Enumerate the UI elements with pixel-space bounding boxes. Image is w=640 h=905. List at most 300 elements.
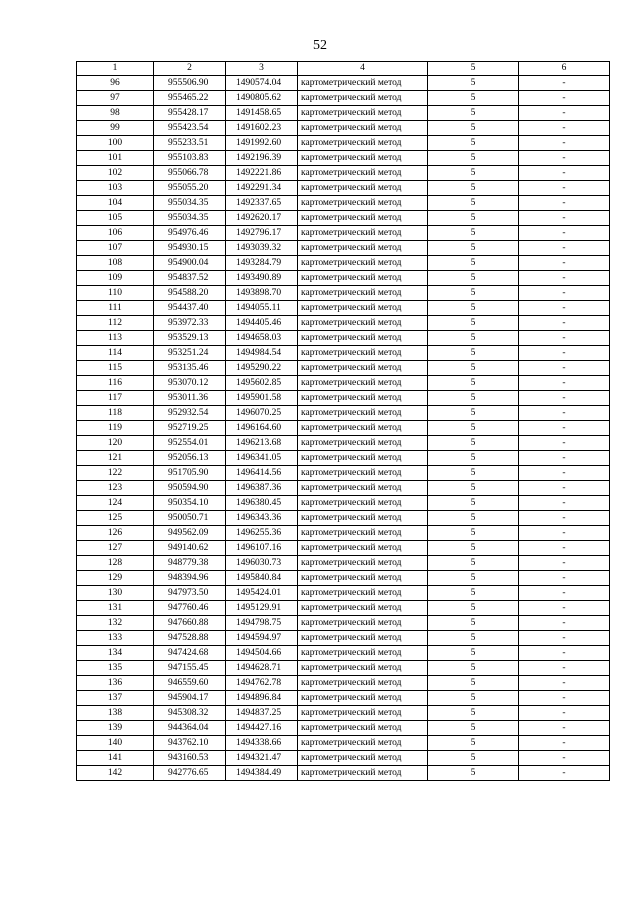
y-coordinate-cell: 1492291.34 [226, 181, 298, 196]
table-row [77, 616, 610, 631]
table-row [77, 421, 610, 436]
y-coordinate-cell: 1494594.97 [226, 631, 298, 646]
accuracy-cell: 5 [428, 766, 519, 781]
note-cell: - [519, 406, 610, 421]
note-cell: - [519, 361, 610, 376]
point-number-cell: 142 [77, 766, 154, 781]
table-row [77, 271, 610, 286]
note-cell: - [519, 376, 610, 391]
table-row [77, 481, 610, 496]
column-header: 3 [226, 62, 298, 76]
y-coordinate-cell: 1496030.73 [226, 556, 298, 571]
accuracy-cell: 5 [428, 556, 519, 571]
accuracy-cell: 5 [428, 301, 519, 316]
x-coordinate-cell: 947155.45 [154, 661, 226, 676]
x-coordinate-cell: 950354.10 [154, 496, 226, 511]
table-row [77, 391, 610, 406]
method-cell: картометрический метод [298, 391, 428, 406]
note-cell: - [519, 76, 610, 91]
point-number-cell: 109 [77, 271, 154, 286]
y-coordinate-cell: 1494984.54 [226, 346, 298, 361]
accuracy-cell: 5 [428, 376, 519, 391]
x-coordinate-cell: 947424.68 [154, 646, 226, 661]
point-number-cell: 108 [77, 256, 154, 271]
table-row [77, 376, 610, 391]
x-coordinate-cell: 953011.36 [154, 391, 226, 406]
note-cell: - [519, 631, 610, 646]
x-coordinate-cell: 955103.83 [154, 151, 226, 166]
accuracy-cell: 5 [428, 361, 519, 376]
x-coordinate-cell: 947760.46 [154, 601, 226, 616]
table-row [77, 166, 610, 181]
method-cell: картометрический метод [298, 226, 428, 241]
accuracy-cell: 5 [428, 541, 519, 556]
note-cell: - [519, 526, 610, 541]
y-coordinate-cell: 1494896.84 [226, 691, 298, 706]
accuracy-cell: 5 [428, 196, 519, 211]
x-coordinate-cell: 954437.40 [154, 301, 226, 316]
table-header-row [77, 62, 610, 76]
point-number-cell: 97 [77, 91, 154, 106]
method-cell: картометрический метод [298, 556, 428, 571]
y-coordinate-cell: 1494321.47 [226, 751, 298, 766]
y-coordinate-cell: 1494384.49 [226, 766, 298, 781]
x-coordinate-cell: 954588.20 [154, 286, 226, 301]
y-coordinate-cell: 1491602.23 [226, 121, 298, 136]
y-coordinate-cell: 1493898.70 [226, 286, 298, 301]
accuracy-cell: 5 [428, 151, 519, 166]
point-number-cell: 135 [77, 661, 154, 676]
method-cell: картометрический метод [298, 121, 428, 136]
column-header: 1 [77, 62, 154, 76]
point-number-cell: 116 [77, 376, 154, 391]
note-cell: - [519, 721, 610, 736]
point-number-cell: 124 [77, 496, 154, 511]
y-coordinate-cell: 1492620.17 [226, 211, 298, 226]
accuracy-cell: 5 [428, 271, 519, 286]
x-coordinate-cell: 943762.10 [154, 736, 226, 751]
point-number-cell: 119 [77, 421, 154, 436]
y-coordinate-cell: 1494658.03 [226, 331, 298, 346]
y-coordinate-cell: 1494504.66 [226, 646, 298, 661]
note-cell: - [519, 646, 610, 661]
accuracy-cell: 5 [428, 391, 519, 406]
table-row [77, 436, 610, 451]
accuracy-cell: 5 [428, 751, 519, 766]
method-cell: картометрический метод [298, 76, 428, 91]
accuracy-cell: 5 [428, 571, 519, 586]
note-cell: - [519, 496, 610, 511]
note-cell: - [519, 736, 610, 751]
accuracy-cell: 5 [428, 481, 519, 496]
x-coordinate-cell: 945308.32 [154, 706, 226, 721]
method-cell: картометрический метод [298, 676, 428, 691]
y-coordinate-cell: 1495602.85 [226, 376, 298, 391]
y-coordinate-cell: 1494427.16 [226, 721, 298, 736]
method-cell: картометрический метод [298, 661, 428, 676]
accuracy-cell: 5 [428, 406, 519, 421]
x-coordinate-cell: 947660.88 [154, 616, 226, 631]
note-cell: - [519, 316, 610, 331]
method-cell: картометрический метод [298, 481, 428, 496]
point-number-cell: 114 [77, 346, 154, 361]
note-cell: - [519, 436, 610, 451]
table-row [77, 451, 610, 466]
note-cell: - [519, 151, 610, 166]
table-row [77, 91, 610, 106]
point-number-cell: 111 [77, 301, 154, 316]
x-coordinate-cell: 955506.90 [154, 76, 226, 91]
method-cell: картометрический метод [298, 706, 428, 721]
y-coordinate-cell: 1493490.89 [226, 271, 298, 286]
method-cell: картометрический метод [298, 766, 428, 781]
accuracy-cell: 5 [428, 631, 519, 646]
y-coordinate-cell: 1494762.78 [226, 676, 298, 691]
accuracy-cell: 5 [428, 166, 519, 181]
accuracy-cell: 5 [428, 316, 519, 331]
note-cell: - [519, 121, 610, 136]
table-row [77, 721, 610, 736]
accuracy-cell: 5 [428, 601, 519, 616]
point-number-cell: 118 [77, 406, 154, 421]
accuracy-cell: 5 [428, 616, 519, 631]
table-row [77, 766, 610, 781]
y-coordinate-cell: 1491992.60 [226, 136, 298, 151]
y-coordinate-cell: 1494837.25 [226, 706, 298, 721]
y-coordinate-cell: 1496213.68 [226, 436, 298, 451]
accuracy-cell: 5 [428, 106, 519, 121]
note-cell: - [519, 691, 610, 706]
method-cell: картометрический метод [298, 586, 428, 601]
accuracy-cell: 5 [428, 646, 519, 661]
column-header: 5 [428, 62, 519, 76]
table-row [77, 676, 610, 691]
x-coordinate-cell: 955034.35 [154, 196, 226, 211]
note-cell: - [519, 466, 610, 481]
point-number-cell: 99 [77, 121, 154, 136]
note-cell: - [519, 766, 610, 781]
x-coordinate-cell: 955465.22 [154, 91, 226, 106]
y-coordinate-cell: 1496387.36 [226, 481, 298, 496]
note-cell: - [519, 571, 610, 586]
method-cell: картометрический метод [298, 691, 428, 706]
method-cell: картометрический метод [298, 316, 428, 331]
y-coordinate-cell: 1495290.22 [226, 361, 298, 376]
accuracy-cell: 5 [428, 451, 519, 466]
note-cell: - [519, 676, 610, 691]
x-coordinate-cell: 951705.90 [154, 466, 226, 481]
coordinates-table [76, 61, 610, 781]
note-cell: - [519, 241, 610, 256]
point-number-cell: 106 [77, 226, 154, 241]
note-cell: - [519, 421, 610, 436]
method-cell: картометрический метод [298, 166, 428, 181]
method-cell: картометрический метод [298, 181, 428, 196]
point-number-cell: 138 [77, 706, 154, 721]
method-cell: картометрический метод [298, 271, 428, 286]
table-row [77, 181, 610, 196]
x-coordinate-cell: 953135.46 [154, 361, 226, 376]
y-coordinate-cell: 1494338.66 [226, 736, 298, 751]
note-cell: - [519, 301, 610, 316]
accuracy-cell: 5 [428, 661, 519, 676]
method-cell: картометрический метод [298, 91, 428, 106]
method-cell: картометрический метод [298, 151, 428, 166]
x-coordinate-cell: 955428.17 [154, 106, 226, 121]
x-coordinate-cell: 954900.04 [154, 256, 226, 271]
note-cell: - [519, 286, 610, 301]
x-coordinate-cell: 952554.01 [154, 436, 226, 451]
table-row [77, 76, 610, 91]
point-number-cell: 104 [77, 196, 154, 211]
accuracy-cell: 5 [428, 706, 519, 721]
table-body [77, 76, 610, 781]
accuracy-cell: 5 [428, 736, 519, 751]
method-cell: картометрический метод [298, 211, 428, 226]
point-number-cell: 96 [77, 76, 154, 91]
method-cell: картометрический метод [298, 256, 428, 271]
accuracy-cell: 5 [428, 466, 519, 481]
table-row [77, 541, 610, 556]
point-number-cell: 101 [77, 151, 154, 166]
x-coordinate-cell: 945904.17 [154, 691, 226, 706]
note-cell: - [519, 586, 610, 601]
table-row [77, 136, 610, 151]
note-cell: - [519, 556, 610, 571]
y-coordinate-cell: 1494628.71 [226, 661, 298, 676]
note-cell: - [519, 391, 610, 406]
note-cell: - [519, 331, 610, 346]
method-cell: картометрический метод [298, 646, 428, 661]
table-row [77, 646, 610, 661]
note-cell: - [519, 181, 610, 196]
y-coordinate-cell: 1492796.17 [226, 226, 298, 241]
note-cell: - [519, 346, 610, 361]
note-cell: - [519, 226, 610, 241]
x-coordinate-cell: 952932.54 [154, 406, 226, 421]
method-cell: картометрический метод [298, 421, 428, 436]
y-coordinate-cell: 1496341.05 [226, 451, 298, 466]
method-cell: картометрический метод [298, 496, 428, 511]
method-cell: картометрический метод [298, 436, 428, 451]
method-cell: картометрический метод [298, 331, 428, 346]
y-coordinate-cell: 1496107.16 [226, 541, 298, 556]
method-cell: картометрический метод [298, 406, 428, 421]
x-coordinate-cell: 946559.60 [154, 676, 226, 691]
y-coordinate-cell: 1496164.60 [226, 421, 298, 436]
x-coordinate-cell: 950050.71 [154, 511, 226, 526]
column-header: 2 [154, 62, 226, 76]
y-coordinate-cell: 1496070.25 [226, 406, 298, 421]
table-row [77, 256, 610, 271]
method-cell: картометрический метод [298, 751, 428, 766]
table-row [77, 226, 610, 241]
x-coordinate-cell: 954930.15 [154, 241, 226, 256]
table-row [77, 631, 610, 646]
x-coordinate-cell: 953070.12 [154, 376, 226, 391]
accuracy-cell: 5 [428, 256, 519, 271]
point-number-cell: 134 [77, 646, 154, 661]
accuracy-cell: 5 [428, 511, 519, 526]
note-cell: - [519, 511, 610, 526]
table-row [77, 556, 610, 571]
y-coordinate-cell: 1496380.45 [226, 496, 298, 511]
table-row [77, 586, 610, 601]
point-number-cell: 113 [77, 331, 154, 346]
method-cell: картометрический метод [298, 196, 428, 211]
method-cell: картометрический метод [298, 541, 428, 556]
note-cell: - [519, 256, 610, 271]
point-number-cell: 115 [77, 361, 154, 376]
y-coordinate-cell: 1490805.62 [226, 91, 298, 106]
table-row [77, 346, 610, 361]
y-coordinate-cell: 1494055.11 [226, 301, 298, 316]
accuracy-cell: 5 [428, 211, 519, 226]
x-coordinate-cell: 953529.13 [154, 331, 226, 346]
point-number-cell: 117 [77, 391, 154, 406]
point-number-cell: 98 [77, 106, 154, 121]
method-cell: картометрический метод [298, 376, 428, 391]
point-number-cell: 139 [77, 721, 154, 736]
accuracy-cell: 5 [428, 721, 519, 736]
point-number-cell: 125 [77, 511, 154, 526]
point-number-cell: 112 [77, 316, 154, 331]
accuracy-cell: 5 [428, 286, 519, 301]
x-coordinate-cell: 942776.65 [154, 766, 226, 781]
accuracy-cell: 5 [428, 346, 519, 361]
point-number-cell: 133 [77, 631, 154, 646]
note-cell: - [519, 196, 610, 211]
method-cell: картометрический метод [298, 106, 428, 121]
column-header: 4 [298, 62, 428, 76]
note-cell: - [519, 601, 610, 616]
table-row [77, 526, 610, 541]
accuracy-cell: 5 [428, 121, 519, 136]
method-cell: картометрический метод [298, 346, 428, 361]
point-number-cell: 126 [77, 526, 154, 541]
x-coordinate-cell: 953251.24 [154, 346, 226, 361]
accuracy-cell: 5 [428, 421, 519, 436]
x-coordinate-cell: 955066.78 [154, 166, 226, 181]
accuracy-cell: 5 [428, 76, 519, 91]
point-number-cell: 132 [77, 616, 154, 631]
y-coordinate-cell: 1492337.65 [226, 196, 298, 211]
accuracy-cell: 5 [428, 241, 519, 256]
note-cell: - [519, 481, 610, 496]
point-number-cell: 121 [77, 451, 154, 466]
point-number-cell: 107 [77, 241, 154, 256]
y-coordinate-cell: 1492221.86 [226, 166, 298, 181]
method-cell: картометрический метод [298, 466, 428, 481]
method-cell: картометрический метод [298, 526, 428, 541]
table-row [77, 301, 610, 316]
point-number-cell: 110 [77, 286, 154, 301]
accuracy-cell: 5 [428, 691, 519, 706]
note-cell: - [519, 211, 610, 226]
note-cell: - [519, 661, 610, 676]
table-row [77, 106, 610, 121]
point-number-cell: 105 [77, 211, 154, 226]
note-cell: - [519, 451, 610, 466]
accuracy-cell: 5 [428, 136, 519, 151]
x-coordinate-cell: 955233.51 [154, 136, 226, 151]
table-row [77, 151, 610, 166]
y-coordinate-cell: 1493039.32 [226, 241, 298, 256]
y-coordinate-cell: 1494798.75 [226, 616, 298, 631]
point-number-cell: 137 [77, 691, 154, 706]
x-coordinate-cell: 949562.09 [154, 526, 226, 541]
table-row [77, 196, 610, 211]
table-row [77, 571, 610, 586]
x-coordinate-cell: 944364.04 [154, 721, 226, 736]
table-row [77, 361, 610, 376]
y-coordinate-cell: 1491458.65 [226, 106, 298, 121]
note-cell: - [519, 271, 610, 286]
note-cell: - [519, 616, 610, 631]
note-cell: - [519, 136, 610, 151]
point-number-cell: 123 [77, 481, 154, 496]
point-number-cell: 130 [77, 586, 154, 601]
y-coordinate-cell: 1495129.91 [226, 601, 298, 616]
table-row [77, 691, 610, 706]
point-number-cell: 136 [77, 676, 154, 691]
method-cell: картометрический метод [298, 451, 428, 466]
method-cell: картометрический метод [298, 571, 428, 586]
table-row [77, 496, 610, 511]
point-number-cell: 128 [77, 556, 154, 571]
table-row [77, 736, 610, 751]
accuracy-cell: 5 [428, 91, 519, 106]
x-coordinate-cell: 954837.52 [154, 271, 226, 286]
note-cell: - [519, 166, 610, 181]
y-coordinate-cell: 1492196.39 [226, 151, 298, 166]
x-coordinate-cell: 955034.35 [154, 211, 226, 226]
point-number-cell: 141 [77, 751, 154, 766]
page-number: 52 [313, 38, 327, 53]
table-row [77, 751, 610, 766]
method-cell: картометрический метод [298, 631, 428, 646]
method-cell: картометрический метод [298, 511, 428, 526]
y-coordinate-cell: 1496414.56 [226, 466, 298, 481]
accuracy-cell: 5 [428, 676, 519, 691]
point-number-cell: 102 [77, 166, 154, 181]
x-coordinate-cell: 952056.13 [154, 451, 226, 466]
accuracy-cell: 5 [428, 226, 519, 241]
accuracy-cell: 5 [428, 496, 519, 511]
point-number-cell: 129 [77, 571, 154, 586]
x-coordinate-cell: 954976.46 [154, 226, 226, 241]
x-coordinate-cell: 949140.62 [154, 541, 226, 556]
table-row [77, 241, 610, 256]
x-coordinate-cell: 948394.96 [154, 571, 226, 586]
table-row [77, 121, 610, 136]
table-row [77, 601, 610, 616]
note-cell: - [519, 91, 610, 106]
y-coordinate-cell: 1495901.58 [226, 391, 298, 406]
table-row [77, 466, 610, 481]
accuracy-cell: 5 [428, 436, 519, 451]
method-cell: картометрический метод [298, 286, 428, 301]
note-cell: - [519, 541, 610, 556]
y-coordinate-cell: 1495424.01 [226, 586, 298, 601]
table-row [77, 661, 610, 676]
y-coordinate-cell: 1496255.36 [226, 526, 298, 541]
table-row [77, 406, 610, 421]
note-cell: - [519, 751, 610, 766]
point-number-cell: 100 [77, 136, 154, 151]
method-cell: картометрический метод [298, 241, 428, 256]
note-cell: - [519, 706, 610, 721]
